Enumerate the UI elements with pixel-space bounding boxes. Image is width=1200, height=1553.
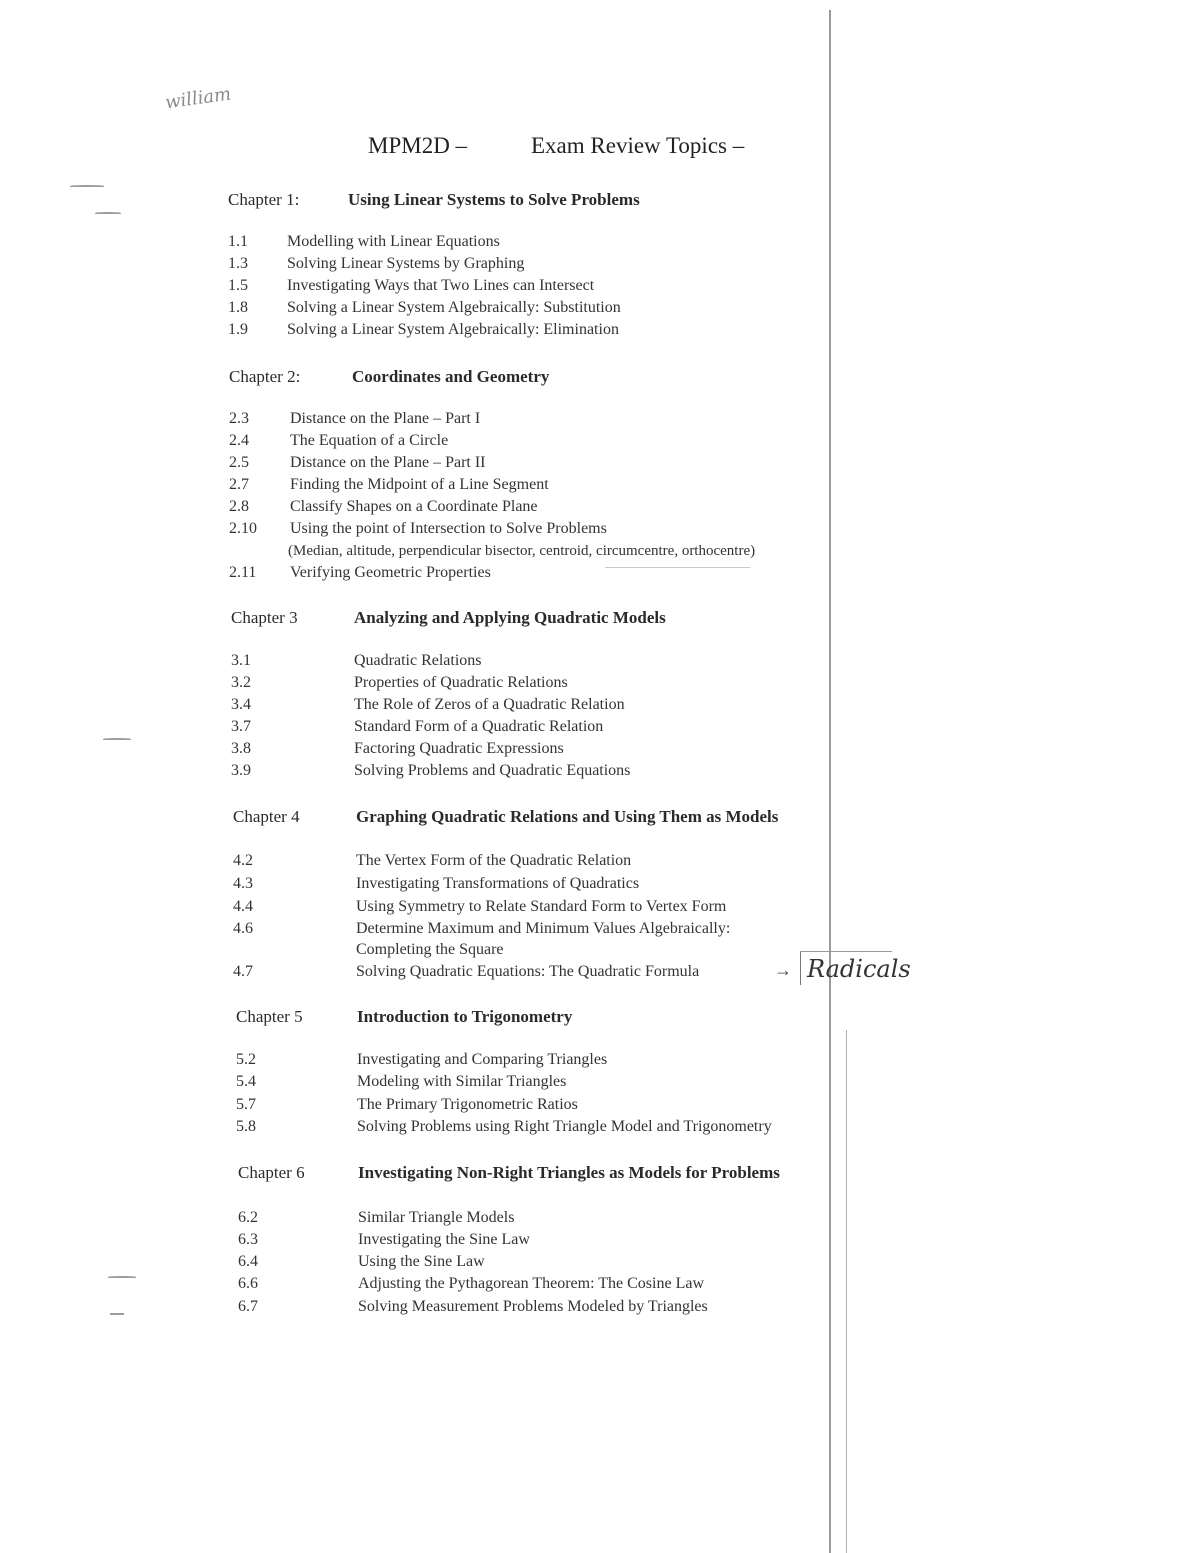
topic-text: Classify Shapes on a Coordinate Plane: [290, 498, 538, 515]
chapter-label: Chapter 2:: [229, 367, 301, 386]
chapter-title: Analyzing and Applying Quadratic Models: [354, 608, 666, 627]
topic-number: 1.5: [228, 277, 248, 294]
course-code: MPM2D –: [368, 133, 468, 158]
topic-text: Using the Sine Law: [358, 1253, 485, 1270]
topic-text: Using Symmetry to Relate Standard Form to Vertex Form: [356, 898, 727, 915]
topic-number: 2.7: [229, 476, 249, 493]
topic-text: Modeling with Similar Triangles: [357, 1073, 567, 1090]
topic-text: Distance on the Plane – Part I: [290, 410, 481, 427]
topic-text: Solving Problems using Right Triangle Model and Trigonometry: [357, 1118, 772, 1135]
topic-number: 2.3: [229, 410, 249, 427]
chapter-label: Chapter 1:: [228, 190, 300, 209]
topic-number: 5.8: [236, 1118, 256, 1135]
topic-number: 5.2: [236, 1051, 256, 1068]
chapter-label: Chapter 5: [236, 1007, 303, 1026]
topic-text: Factoring Quadratic Expressions: [354, 740, 564, 757]
topic-number: 4.7: [233, 963, 253, 980]
topic-number: 6.7: [238, 1298, 258, 1315]
topic-text: The Equation of a Circle: [290, 432, 449, 449]
margin-mark: [108, 1276, 136, 1278]
chapter-label: Chapter 4: [233, 807, 300, 826]
topic-number: 4.3: [233, 875, 253, 892]
topic-number: 1.3: [228, 255, 248, 272]
topic-text: Solving Measurement Problems Modeled by Triangles: [358, 1298, 708, 1315]
chapter-title: Investigating Non-Right Triangles as Models for Problems: [358, 1163, 780, 1182]
topic-number: 1.8: [228, 299, 248, 316]
chapter-title: Using Linear Systems to Solve Problems: [348, 190, 640, 209]
topic-text: Investigating Transformations of Quadratics: [356, 875, 640, 892]
topic-text: Quadratic Relations: [354, 652, 482, 669]
topic-number: 2.8: [229, 498, 249, 515]
margin-mark: [103, 738, 131, 740]
margin-mark: [95, 212, 121, 214]
topic-text: Solving a Linear System Algebraically: Substitution: [287, 299, 621, 316]
topic-text: The Vertex Form of the Quadratic Relation: [356, 852, 632, 869]
topic-number: 5.7: [236, 1096, 256, 1113]
topic-number: 1.9: [228, 321, 248, 338]
topic-number: 4.6: [233, 920, 253, 937]
topic-text: Solving Linear Systems by Graphing: [287, 255, 525, 272]
chapter-label: Chapter 3: [231, 608, 298, 627]
margin-mark: [110, 1313, 124, 1315]
topic-text: Properties of Quadratic Relations: [354, 674, 568, 691]
margin-mark: [70, 185, 104, 187]
topic-text: Investigating Ways that Two Lines can Intersect: [287, 277, 595, 294]
scan-edge-line-lower: [846, 1030, 847, 1553]
chapter-title: Introduction to Trigonometry: [357, 1007, 573, 1026]
topic-number: 1.1: [228, 233, 248, 250]
topic-number: 2.11: [229, 564, 257, 581]
topic-text: Finding the Midpoint of a Line Segment: [290, 476, 549, 493]
chapter-title: Coordinates and Geometry: [352, 367, 550, 386]
topic-number: 6.4: [238, 1253, 258, 1270]
topic-number: 5.4: [236, 1073, 256, 1090]
chapter-label: Chapter 6: [238, 1163, 305, 1182]
handwritten-note: Radicals: [800, 951, 892, 985]
topic-text: Similar Triangle Models: [358, 1209, 515, 1226]
topic-number: 2.4: [229, 432, 249, 449]
topic-text: Solving Problems and Quadratic Equations: [354, 762, 631, 779]
topic-number: 3.4: [231, 696, 251, 713]
topic-number: 3.2: [231, 674, 251, 691]
topic-text: (Median, altitude, perpendicular bisector, centroid, circumcentre, orthocentre): [288, 543, 756, 559]
topic-number: 6.3: [238, 1231, 258, 1248]
topic-text: Investigating and Comparing Triangles: [357, 1051, 608, 1068]
topic-text: Distance on the Plane – Part II: [290, 454, 486, 471]
topic-number: 6.6: [238, 1275, 258, 1292]
topic-number: 2.5: [229, 454, 249, 471]
page-title: [368, 133, 744, 159]
topic-text: The Role of Zeros of a Quadratic Relation: [354, 696, 625, 713]
topic-text: Modelling with Linear Equations: [287, 233, 500, 250]
topic-text: Standard Form of a Quadratic Relation: [354, 718, 604, 735]
topic-number: 4.4: [233, 898, 253, 915]
topic-number: 3.9: [231, 762, 251, 779]
topic-number: 3.7: [231, 718, 251, 735]
topic-number: 3.1: [231, 652, 251, 669]
topic-number: 3.8: [231, 740, 251, 757]
topic-text: Using the point of Intersection to Solve Problems: [290, 520, 607, 537]
topic-number: 4.2: [233, 852, 253, 869]
topic-text: Verifying Geometric Properties: [290, 564, 491, 581]
topic-text: Investigating the Sine Law: [358, 1231, 530, 1248]
topic-text: Solving a Linear System Algebraically: Elimination: [287, 321, 619, 338]
topic-text: Completing the Square: [356, 941, 504, 958]
scan-edge-line: [829, 10, 831, 1553]
underline-mark: [605, 567, 750, 568]
exam-title: Exam Review Topics –: [531, 133, 745, 158]
topic-text: Solving Quadratic Equations: The Quadratic Formula: [356, 963, 700, 980]
topic-text: Determine Maximum and Minimum Values Algebraically:: [356, 920, 731, 937]
topic-number: 6.2: [238, 1209, 258, 1226]
topic-number: 2.10: [229, 520, 257, 537]
handwritten-name: william: [163, 83, 233, 114]
arrow-icon: →: [774, 960, 792, 980]
topic-text: Adjusting the Pythagorean Theorem: The Cosine Law: [358, 1275, 705, 1292]
chapter-title: Graphing Quadratic Relations and Using Them as Models: [356, 807, 779, 826]
topic-text: The Primary Trigonometric Ratios: [357, 1096, 578, 1113]
